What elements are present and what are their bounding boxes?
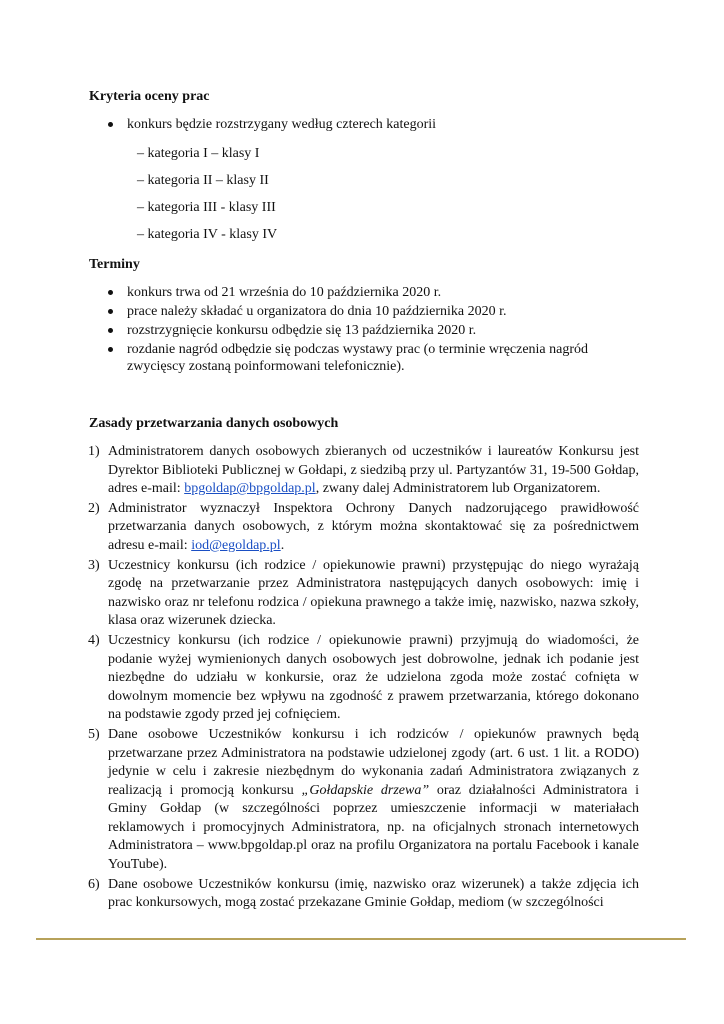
item-number: 4) [88, 632, 100, 648]
list-item [89, 557, 639, 631]
item-text: . [280, 537, 285, 553]
list-item [89, 443, 639, 499]
heading-rodo: Zasady przetwarzania danych osobowych [89, 416, 339, 431]
item-number: 3) [88, 557, 100, 573]
list-item [89, 876, 639, 913]
item-text: oraz działalności Administratora i Gminy Gołdap (w szczególności poprzez umieszczenie informacji w materiałach reklamowych i promocyjnych Administratora, np. na oficjalnych stronach internetowych Administratora – www.bpgoldap.pl oraz na profilu Organizatora na portalu Facebook i kanale YouTube). [108, 782, 639, 873]
list-item: konkurs trwa od 21 września do 10 października 2020 r. [89, 284, 649, 301]
list-item [89, 500, 639, 556]
item-text: Dane osobowe Uczestników konkursu (imię, nazwisko oraz wizerunek) a także zdjęcia ich prac konkursowych, mogą zostać przekazane Gminie Gołdap, mediom (w szczególności [108, 876, 639, 911]
item-number: 2) [88, 500, 100, 516]
list-item [89, 632, 639, 725]
list-item: prace należy składać u organizatora do dnia 10 października 2020 r. [89, 303, 649, 320]
email-link[interactable]: bpgoldap@bpgoldap.pl [184, 481, 316, 497]
item-text: Dane osobowe Uczestników konkursu i ich rodziców / opiekunów prawnych będą przetwarzane przez Administratora na podstawie udzielonej zgody (art. 6 ust. 1 lit. a RODO) jedynie w celu i zakresie niezbędnym do wykonania zadań Administratora związanych z realizacją i promocją konkursu [108, 726, 639, 798]
item-text: Administrator wyznaczył Inspektora Ochrony Danych nadzorującego prawidłowość przetwarzania danych osobowych, z którym można skontaktować się za pośrednictwem adresu e-mail: [108, 500, 639, 553]
list-item: rozstrzygnięcie konkursu odbędzie się 13 października 2020 r. [89, 322, 649, 339]
list-item: rozdanie nagród odbędzie się podczas wystawy prac (o terminie wręczenia nagród zwycięscy zostaną poinformowani telefonicznie). [89, 341, 649, 375]
item-text: Uczestnicy konkursu (ich rodzice / opiekunowie prawni) przystępując do niego wyrażają zgodę na przetwarzanie przez Administratora następujących danych osobowych: imię i nazwisko oraz nr telefonu rodzica / opiekuna prawnego a także imię, nazwisko, nazwa szkoły, klasa oraz wizerunek dziecka. [108, 557, 639, 629]
category-item-2: – kategoria II – klasy II [137, 173, 269, 188]
kryteria-list [89, 116, 649, 139]
list-item [89, 726, 639, 875]
item-text: Administratorem danych osobowych zbieranych od uczestników i laureatów Konkursu jest Dyrektor Biblioteki Publicznej w Gołdapi, z siedzibą przy ul. Partyzantów 31, 19-500 Gołdap, adres e-mail: [108, 444, 639, 497]
item-text: , zwany dalej Administratorem lub Organizatorem. [315, 481, 601, 497]
list-item: konkurs będzie rozstrzygany według czterech kategorii [89, 116, 649, 133]
terminy-list [89, 284, 649, 377]
rodo-list [89, 443, 639, 914]
heading-terminy: Terminy [89, 257, 140, 272]
category-item-3: – kategoria III - klasy III [137, 200, 276, 215]
footer-divider [36, 938, 686, 940]
iod-email-link[interactable]: iod@egoldap.pl [191, 537, 281, 553]
category-item-1: – kategoria I – klasy I [137, 146, 260, 161]
item-number: 5) [88, 726, 100, 742]
heading-kryteria: Kryteria oceny prac [89, 89, 210, 104]
item-number: 6) [88, 876, 100, 892]
item-number: 1) [88, 444, 100, 459]
item-text: Uczestnicy konkursu (ich rodzice / opiekunowie prawni) przyjmują do wiadomości, że podanie wyżej wymienionych danych osobowych jest dobrowolne, jednak ich podanie jest niezbędne do udziału w konkursie, oraz że udzielona zgoda może zostać cofnięta w dowolnym momencie bez wpływu na zgodność z prawem przetwarzania, którego dokonano na podstawie zgody przed jej cofnięciem. [108, 632, 639, 723]
contest-name: „Gołdapskie drzewa” [301, 782, 430, 798]
category-item-4: – kategoria IV - klasy IV [137, 227, 278, 242]
